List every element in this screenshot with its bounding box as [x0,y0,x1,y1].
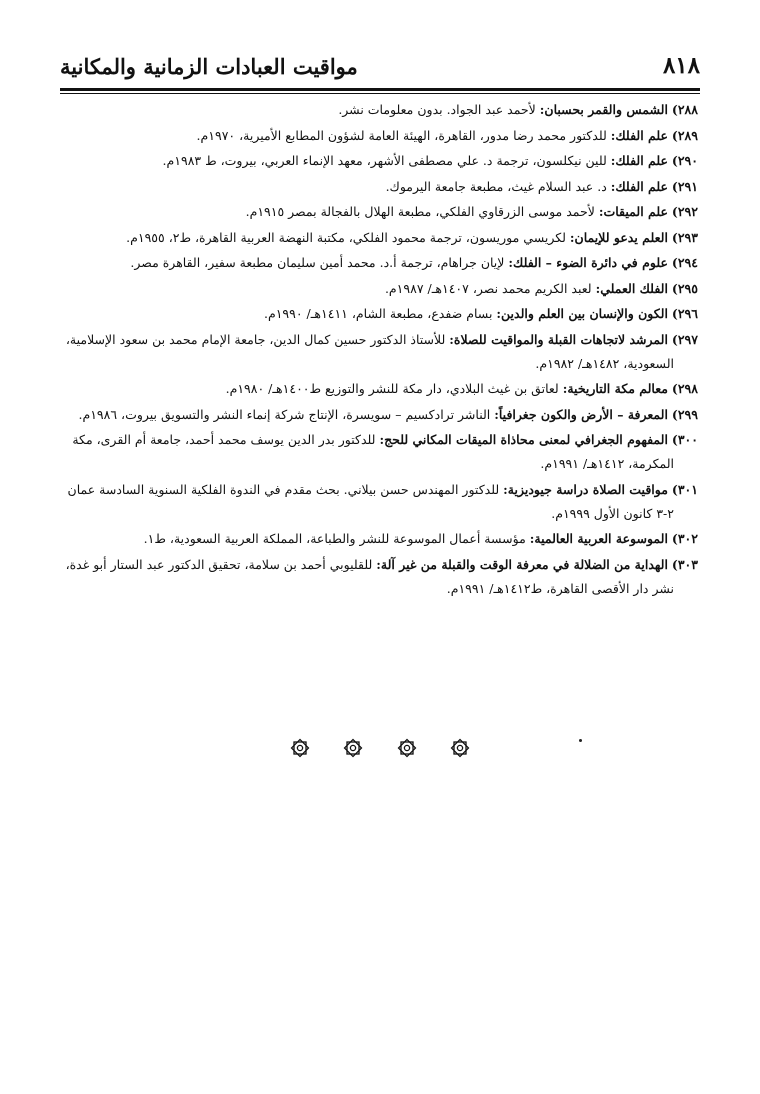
entry-number: ٢٩١) [671,178,698,194]
entry-title: علم الفلك [615,153,668,168]
entry-title: الشمس والقمر بحسبان [544,102,668,117]
bibliography-entry [62,200,698,224]
bibliography-entry [62,98,698,122]
bibliography-entry [62,527,698,551]
entry-details: لأحمد عبد الجواد. بدون معلومات نشر. [338,102,536,117]
ornament-icon [343,738,363,758]
entry-details: للدكتور بدر الدين يوسف محمد أحمد، جامعة أم القرى، مكة المكرمة، ١٤١٢هـ/ ١٩٩١م. [72,432,674,471]
entry-number: ٢٨٩) [671,127,698,143]
entry-number: ٢٩٢) [671,204,698,219]
entry-colon: : [494,406,499,422]
entry-colon: : [610,127,616,143]
entry-title: الهداية من الضلالة في معرفة الوقت والقبلة من غير آلة [380,556,668,572]
entry-colon: : [610,153,616,168]
entry-number: ٢٨٨) [671,102,698,117]
entry-number: ٢٩٥) [671,280,698,296]
entry-details: للدكتور محمد رضا مدور، القاهرة، الهيئة العامة لشؤون المطابع الأميرية، ١٩٧٠م. [196,127,607,143]
entry-details: لعاتق بن غيث البلادي، دار مكة للنشر والتوزيع ط١٤٠٠هـ/ ١٩٨٠م. [225,381,559,396]
entry-colon: : [503,481,508,497]
entry-details: د. عبد السلام غيث، مطبعة جامعة اليرموك. [385,178,607,194]
header-rule-thick [60,88,700,91]
ornament-icon [397,738,417,758]
entry-title: الفلك العملي [600,280,668,296]
end-ornaments [290,737,470,759]
entry-title: المعرفة – الأرض والكون جغرافياً [498,406,668,422]
entry-details: لكريسي موريسون، ترجمة محمود الفلكي، مكتبة النهضة العربية القاهرة، ط٢، ١٩٥٥م. [126,229,566,245]
entry-details: بسام ضفدع، مطبعة الشام، ١٤١١هـ/ ١٩٩٠م. [264,306,493,321]
entry-title: الكون والإنسان بين العلم والدين [501,306,668,321]
running-title: مواقيت العبادات الزمانية والمكانية [60,54,358,79]
entry-colon: : [598,204,604,219]
bibliography-entry [62,277,698,301]
entry-details: للدكتور المهندس حسن بيلاني. بحث مقدم في الندوة الفلكية السنوية السادسة عمان ٢-٣ كانون الأول ١٩٩٩م. [67,481,674,521]
page-number: ٨١٨ [662,52,700,79]
entry-colon: : [569,229,575,245]
entry-title: مواقيت الصلاة دراسة جيوديزية [507,481,668,497]
entry-number: ٣٠١) [671,481,698,497]
header-rule-thin [60,93,700,94]
entry-number: ٢٩٠) [671,153,698,168]
entry-colon: : [508,255,514,270]
entry-colon: : [595,280,601,296]
entry-number: ٢٩٩) [671,406,698,422]
entry-details: لأحمد موسى الزرقاوي الفلكي، مطبعة الهلال بالفجالة بمصر ١٩١٥م. [245,204,595,219]
entry-title: علم الفلك [615,127,668,143]
bibliography-entry [62,553,698,601]
entry-colon: : [610,178,616,194]
entry-title: الموسوعة العربية العالمية [534,531,668,546]
entry-details: للقليوبي أحمد بن سلامة، تحقيق الدكتور عبد الستار أبو غدة، نشر دار الأقصى القاهرة، ط١٤١٢هـ/ ١٩٩١م. [65,556,674,596]
entry-colon: : [539,102,545,117]
bibliography-entry [62,428,698,476]
bibliography-entry [62,377,698,401]
entry-details: مؤسسة أعمال الموسوعة للنشر والطباعة، المملكة العربية السعودية، ط١. [143,531,526,546]
entry-number: ٣٠٣) [671,556,698,572]
entry-details: لعبد الكريم محمد نصر، ١٤٠٧هـ/ ١٩٨٧م. [384,280,592,296]
entry-details: الناشر ترادكسيم – سويسرة، الإنتاج شركة إنماء النشر والتسويق بيروت، ١٩٨٦م. [78,406,491,422]
entry-number: ٢٩٧) [671,331,698,347]
entry-title: علوم في دائرة الضوء – الفلك [513,255,668,270]
entry-number: ٣٠٠) [671,432,698,447]
entry-colon: : [562,381,568,396]
entry-number: ٢٩٣) [671,229,698,245]
entry-title: المفهوم الجغرافي لمعنى محاذاة الميقات المكاني للحج [384,432,668,447]
ornament-icon [290,738,310,758]
entry-title: علم الميقات [603,204,668,219]
entry-title: العلم يدعو للإيمان [574,229,668,245]
stray-dot [579,739,582,742]
bibliography-entry [62,251,698,275]
page-header [60,52,700,86]
entry-number: ٢٩٨) [671,381,698,396]
entry-colon: : [449,331,454,347]
bibliography-entry [62,149,698,173]
bibliography-entry [62,403,698,427]
entry-colon: : [376,556,381,572]
bibliography-entry [62,328,698,376]
ornament-icon [450,738,470,758]
entry-title: علم الفلك [615,178,668,194]
bibliography-entry [62,478,698,526]
entry-number: ٢٩٦) [671,306,698,321]
bibliography-list [62,98,698,602]
entry-colon: : [496,306,502,321]
entry-title: المرشد لاتجاهات القبلة والمواقيت للصلاة [453,331,668,347]
entry-details: للأستاذ الدكتور حسين كمال الدين، جامعة الإمام محمد بن سعود الإسلامية، السعودية، ١٤٨٢هـ/ ١٩٨٢م. [65,331,674,371]
entry-colon: : [529,531,535,546]
entry-number: ٣٠٢) [671,531,698,546]
entry-colon: : [379,432,385,447]
entry-number: ٢٩٤) [671,255,698,270]
entry-title: معالم مكة التاريخية [567,381,668,396]
entry-details: للين نيكلسون، ترجمة د. علي مصطفى الأشهر، معهد الإنماء العربي، بيروت، ط ١٩٨٣م. [162,153,607,168]
entry-details: لإيان جراهام، ترجمة أ.د. محمد أمين سليمان مطبعة سفير، القاهرة مصر. [130,255,505,270]
bibliography-entry [62,124,698,148]
bibliography-entry [62,302,698,326]
bibliography-entry [62,175,698,199]
bibliography-entry [62,226,698,250]
